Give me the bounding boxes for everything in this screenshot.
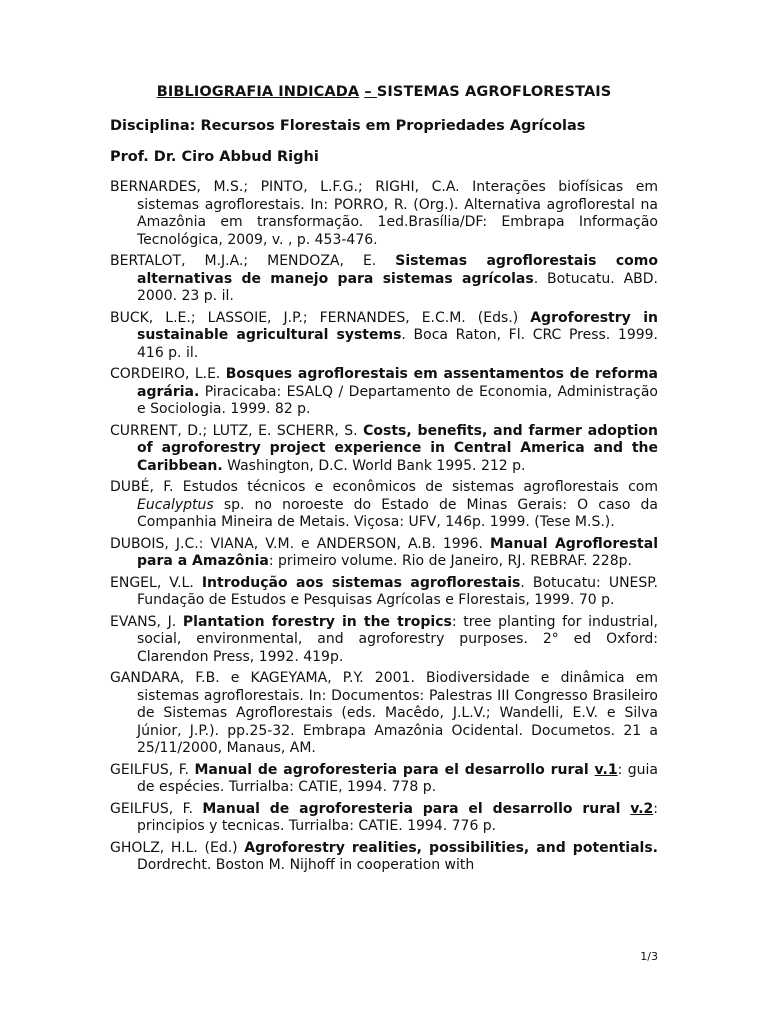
ref-rest: Piracicaba: ESALQ / Departamento de Economia, Administração e Sociologia. 1999. 82 p.: [137, 383, 658, 417]
reference-item: [110, 670, 658, 758]
reference-item: [110, 423, 658, 476]
ref-authors: EVANS, J.: [110, 613, 183, 630]
reference-item: [110, 614, 658, 667]
reference-item: [110, 253, 658, 306]
ref-italic: Eucalyptus: [137, 496, 214, 513]
ref-authors: DUBÉ, F. Estudos técnicos e econômicos de sistemas agroflorestais com: [110, 479, 658, 495]
ref-rest: Dordrecht. Boston M. Nijhoff in cooperation with: [137, 857, 475, 873]
title-dash: –: [364, 84, 372, 100]
ref-title: Manual de agroforesteria para el desarrollo rural: [194, 761, 595, 778]
reference-item: [110, 479, 658, 532]
ref-title: Introdução aos sistemas agroflorestais: [201, 574, 521, 591]
ref-text: GANDARA, F.B. e KAGEYAMA, P.Y. 2001. Biodiversidade e dinâmica em sistemas agroflorestais. In: Documentos: Palestras III Congresso Brasileiro de Sistemas Agroflorestais (eds. Macêdo, J.L.V.; Wandelli, E.V. e Silva Júnior, J.P.). pp.25-32. Embrapa Amazônia Ocidental. Documetos. 21 a 25/11/2000, Manaus, AM.: [110, 670, 658, 756]
title-left: BIBLIOGRAFIA INDICADA: [156, 84, 360, 100]
ref-authors: GEILFUS, F.: [110, 761, 195, 778]
ref-title: Costs, benefits, and farmer adoption of agroforestry project experience in Central America and the Caribbean.: [137, 422, 658, 474]
ref-volume: v.2: [630, 800, 654, 817]
ref-rest: . Boca Raton, Fl. CRC Press. 1999. 416 p. il.: [137, 327, 658, 361]
title-right: SISTEMAS AGROFLORESTAIS: [376, 84, 612, 100]
ref-title: Manual de agroforesteria para el desarrollo rural: [202, 800, 631, 817]
reference-item: [110, 801, 658, 836]
ref-text: BERNARDES, M.S.; PINTO, L.F.G.; RIGHI, C.A. Interações biofísicas em sistemas agroflorestais. In: PORRO, R. (Org.). Alternativa agroflorestal na Amazônia em transformação. 1ed.Brasília/DF: Embrapa Informação Tecnológica, 2009, v. , p. 453-476.: [110, 179, 658, 248]
ref-rest: Washington, D.C. World Bank 1995. 212 p.: [222, 457, 526, 474]
professor-line: Prof. Dr. Ciro Abbud Righi: [110, 149, 319, 165]
reference-item: [110, 536, 658, 571]
ref-authors: DUBOIS, J.C.: VIANA, V.M. e ANDERSON, A.B. 1996.: [110, 535, 490, 552]
ref-rest: : principios y tecnicas. Turrialba: CATIE. 1994. 776 p.: [137, 800, 658, 834]
reference-item: [110, 179, 658, 249]
ref-title: Manual Agroflorestal para a Amazônia: [137, 535, 658, 569]
reference-item: [110, 310, 658, 363]
reference-item: [110, 366, 658, 419]
reference-item: [110, 575, 658, 610]
document-title: [0, 84, 768, 102]
ref-authors: CORDEIRO, L.E.: [110, 366, 226, 382]
ref-authors: GHOLZ, H.L. (Ed.): [110, 839, 245, 856]
ref-rest: : guia de espécies. Turrialba: CATIE, 1994. 778 p.: [137, 761, 658, 795]
ref-rest: : tree planting for industrial, social, environmental, and agroforestry purposes. 2° ed Oxford: Clarendon Press, 1992. 419p.: [137, 613, 658, 665]
discipline-line: Disciplina: Recursos Florestais em Propriedades Agrícolas: [110, 118, 586, 134]
ref-title: Agroforestry realities, possibilities, and potentials.: [244, 839, 658, 856]
ref-authors: BUCK, L.E.; LASSOIE, J.P.; FERNANDES, E.C.M. (Eds.): [110, 309, 531, 326]
ref-title: Bosques agroflorestais em assentamentos de reforma agrária.: [137, 366, 658, 400]
ref-rest: . Botucatu: UNESP. Fundação de Estudos e Pesquisas Agrícolas e Florestais, 1999. 70 p.: [137, 574, 658, 608]
ref-rest: . Botucatu. ABD. 2000. 23 p. il.: [137, 270, 658, 304]
ref-title: Agroforestry in sustainable agricultural systems: [137, 309, 658, 343]
ref-rest: : primeiro volume. Rio de Janeiro, RJ. REBRAF. 228p.: [268, 553, 632, 569]
ref-authors: ENGEL, V.L.: [110, 574, 202, 591]
ref-authors: GEILFUS, F.: [110, 800, 203, 817]
reference-item: [110, 840, 658, 875]
ref-authors: BERTALOT, M.J.A.; MENDOZA, E.: [110, 253, 396, 269]
ref-rest: sp. no noroeste do Estado de Minas Gerais: O caso da Companhia Mineira de Metais. Viçosa: UFV, 146p. 1999. (Tese M.S.).: [137, 496, 658, 530]
ref-authors: CURRENT, D.; LUTZ, E. SCHERR, S.: [110, 422, 364, 439]
ref-volume: v.1: [594, 761, 618, 778]
reference-list: [110, 179, 658, 879]
page-number: 1/3: [640, 950, 658, 963]
reference-item: [110, 762, 658, 797]
ref-title: Plantation forestry in the tropics: [182, 613, 452, 630]
ref-title: Sistemas agroflorestais como alternativas de manejo para sistemas agrícolas: [137, 253, 659, 287]
